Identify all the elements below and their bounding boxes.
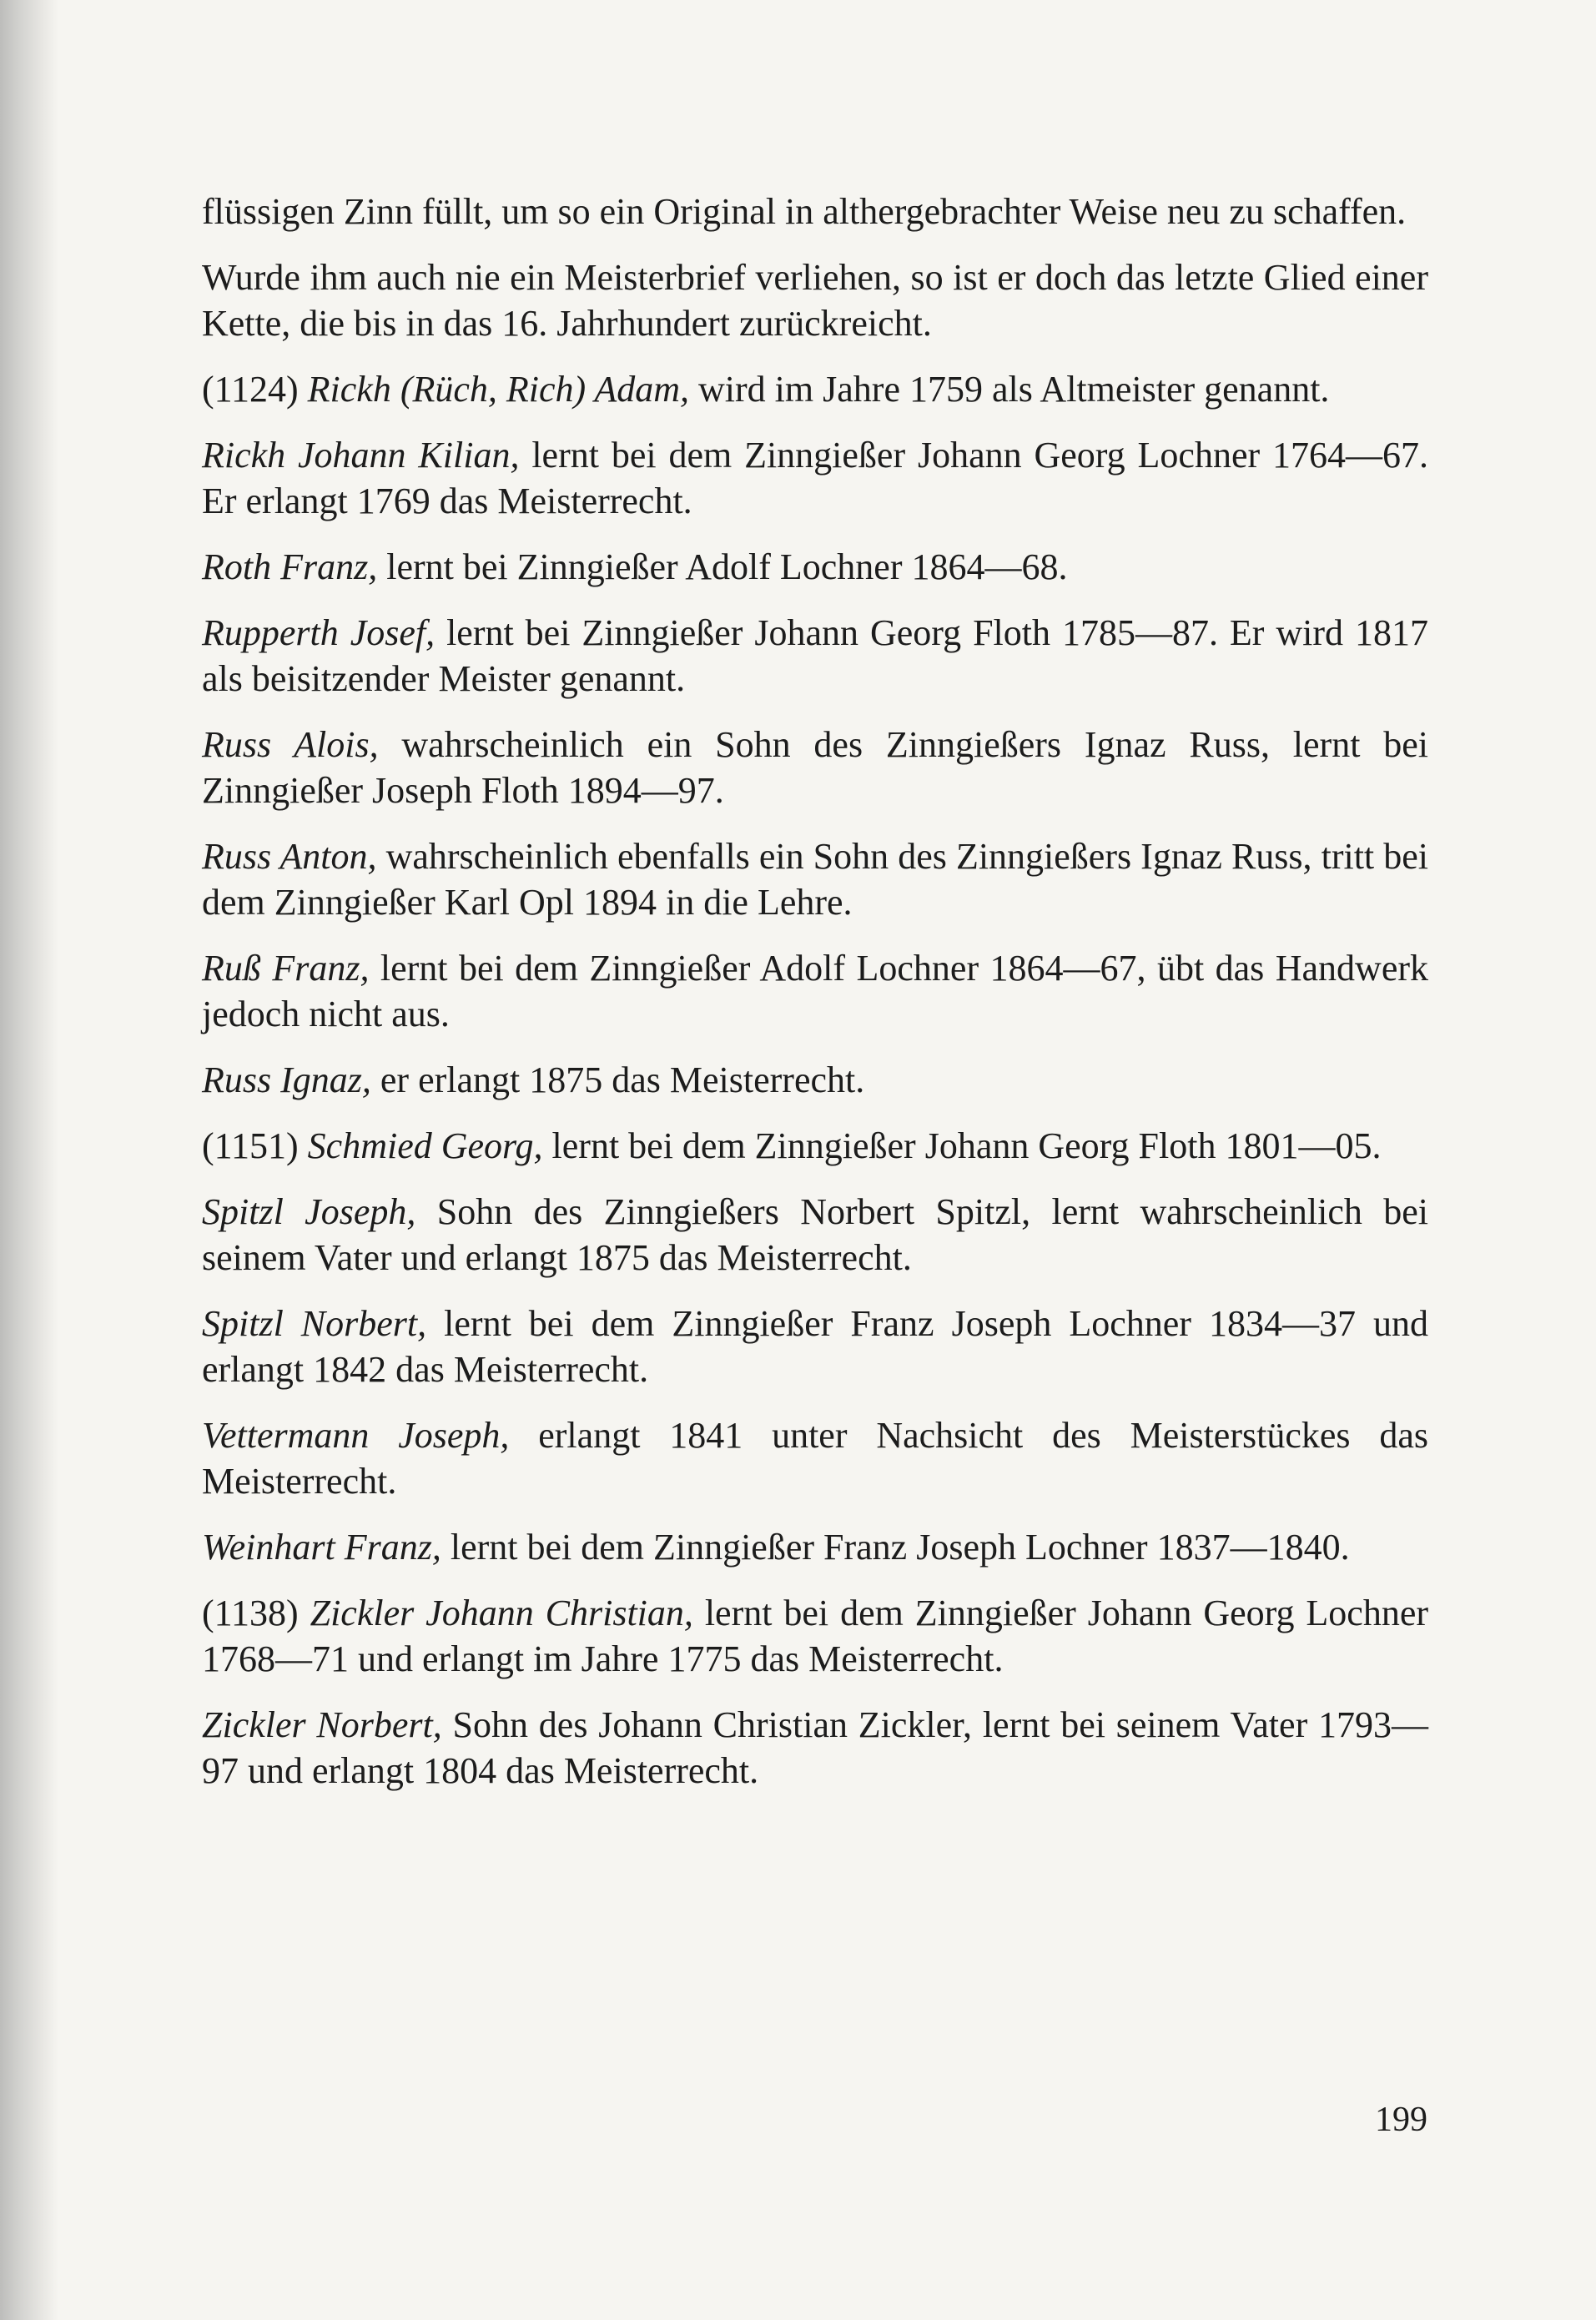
entry-number: (1151) bbox=[202, 1125, 308, 1166]
paragraph bbox=[202, 1189, 1428, 1281]
entry-name: Spitzl Joseph, bbox=[202, 1191, 416, 1232]
entry-text: er erlangt 1875 das Meisterrecht. bbox=[370, 1059, 865, 1100]
entry-name: Zickler Norbert, bbox=[202, 1704, 442, 1745]
entry-text: lernt bei Zinngießer Johann Georg Floth 1785—87. Er wird 1817 als beisitzender Meister genannt. bbox=[202, 612, 1428, 699]
entry-name: Weinhart Franz, bbox=[202, 1527, 441, 1568]
entry-text: wahrscheinlich ein Sohn des Zinngießers Ignaz Russ, lernt bei Zinngießer Joseph Floth 1894—97. bbox=[202, 724, 1428, 811]
paragraph bbox=[202, 833, 1428, 925]
entry-name: Zickler Johann Christian, bbox=[310, 1593, 693, 1633]
paragraph bbox=[202, 1123, 1428, 1169]
entry-name: Rupperth Josef, bbox=[202, 612, 436, 653]
entry-text: Sohn des Zinngießers Norbert Spitzl, lernt wahrscheinlich bei seinem Vater und erlangt 1875 das Meisterrecht. bbox=[202, 1191, 1428, 1278]
paragraph bbox=[202, 544, 1428, 590]
page-gutter-shadow bbox=[0, 0, 58, 2320]
paragraph bbox=[202, 432, 1428, 524]
paragraph bbox=[202, 1412, 1428, 1504]
paragraph bbox=[202, 722, 1428, 813]
entry-text: wahrscheinlich ebenfalls ein Sohn des Zinngießers Ignaz Russ, tritt bei dem Zinngießer Karl Opl 1894 in die Lehre. bbox=[202, 836, 1428, 923]
paragraph bbox=[202, 1524, 1428, 1570]
entry-text: lernt bei dem Zinngießer Franz Joseph Lochner 1834—37 und erlangt 1842 das Meisterrecht. bbox=[202, 1303, 1428, 1390]
body-text bbox=[202, 189, 1428, 1814]
paragraph bbox=[202, 1590, 1428, 1682]
entry-name: Rickh (Rüch, Rich) Adam, bbox=[307, 369, 690, 410]
entry-name: Schmied Georg, bbox=[307, 1125, 543, 1166]
entry-name: Russ Alois, bbox=[202, 724, 379, 765]
paragraph bbox=[202, 189, 1428, 234]
entry-name: Spitzl Norbert, bbox=[202, 1303, 427, 1344]
page-number: 199 bbox=[1375, 2101, 1427, 2139]
entry-number: (1138) bbox=[202, 1593, 310, 1633]
entry-text: erlangt 1841 unter Nachsicht des Meisterstückes das Meisterrecht. bbox=[202, 1415, 1428, 1502]
entry-text: flüssigen Zinn füllt, um so ein Original in althergebrachter Weise neu zu schaffen. bbox=[202, 191, 1407, 232]
entry-text: lernt bei dem Zinngießer Adolf Lochner 1864—67, übt das Handwerk jedoch nicht aus. bbox=[202, 948, 1428, 1034]
paragraph bbox=[202, 945, 1428, 1037]
entry-name: Rickh Johann Kilian, bbox=[202, 435, 520, 476]
paragraph bbox=[202, 1301, 1428, 1392]
entry-number: (1124) bbox=[202, 369, 308, 410]
entry-name: Vettermann Joseph, bbox=[202, 1415, 510, 1456]
paragraph bbox=[202, 610, 1428, 702]
paragraph bbox=[202, 1702, 1428, 1794]
entry-text: lernt bei dem Zinngießer Johann Georg Lochner 1768—71 und erlangt im Jahre 1775 das Meisterrecht. bbox=[202, 1593, 1429, 1679]
entry-name: Ruß Franz, bbox=[202, 948, 370, 989]
entry-text: Wurde ihm auch nie ein Meisterbrief verliehen, so ist er doch das letzte Glied einer Kette, die bis in das 16. Jahrhundert zurückreicht. bbox=[202, 257, 1428, 344]
entry-text: lernt bei dem Zinngießer Johann Georg Lochner 1764—67. Er erlangt 1769 das Meisterrecht. bbox=[202, 435, 1428, 521]
paragraph bbox=[202, 1057, 1428, 1103]
entry-text: lernt bei dem Zinngießer Franz Joseph Lochner 1837—1840. bbox=[441, 1527, 1350, 1568]
paragraph bbox=[202, 366, 1428, 412]
entry-text: Sohn des Johann Christian Zickler, lernt bei seinem Vater 1793—97 und erlangt 1804 das Meisterrecht. bbox=[202, 1704, 1428, 1791]
entry-name: Roth Franz, bbox=[202, 546, 378, 587]
entry-text: wird im Jahre 1759 als Altmeister genannt. bbox=[689, 369, 1330, 410]
entry-name: Russ Anton, bbox=[202, 836, 377, 877]
entry-text: lernt bei Zinngießer Adolf Lochner 1864—68. bbox=[377, 546, 1068, 587]
entry-text: lernt bei dem Zinngießer Johann Georg Floth 1801—05. bbox=[542, 1125, 1382, 1166]
entry-name: Russ Ignaz, bbox=[202, 1059, 371, 1100]
paragraph bbox=[202, 254, 1428, 346]
